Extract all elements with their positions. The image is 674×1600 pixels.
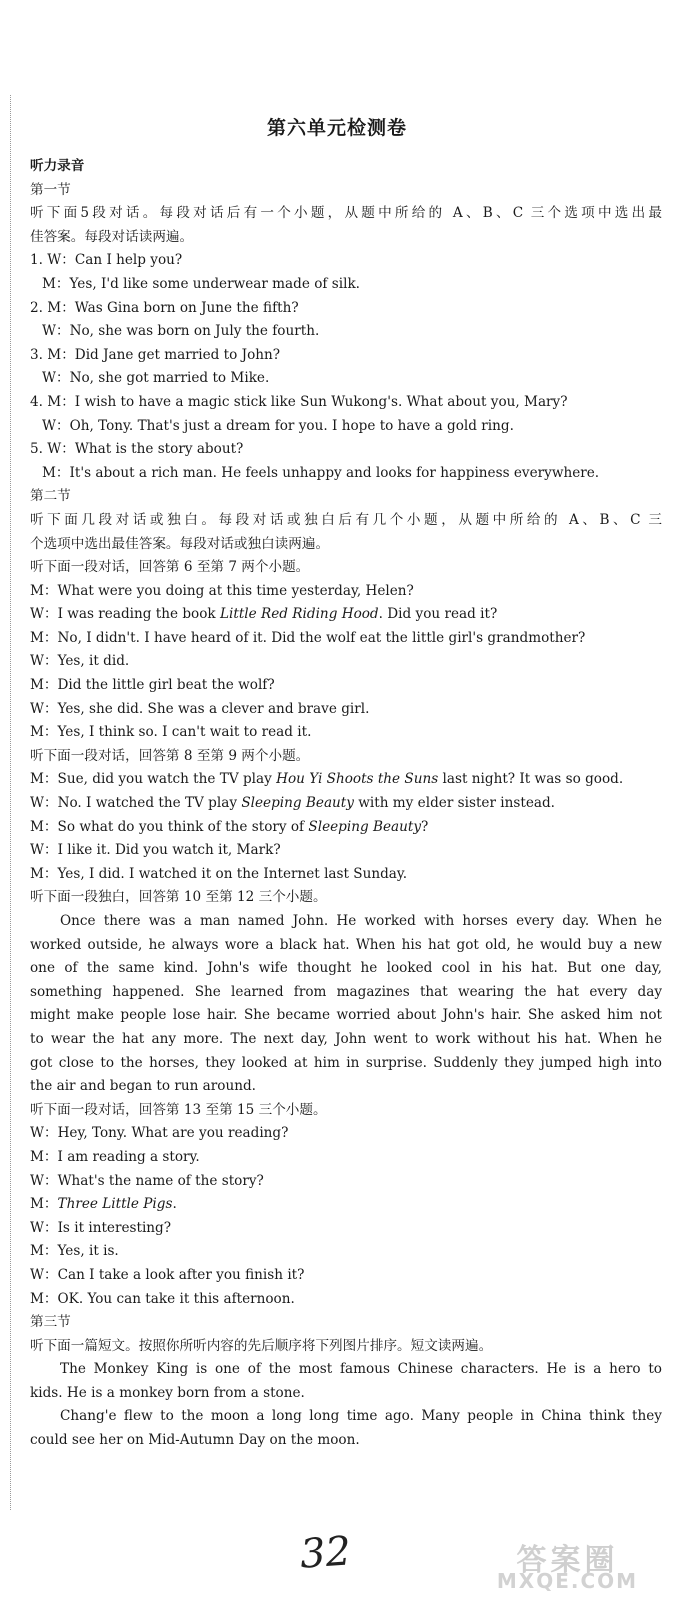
text-line: W：Yes, she did. She was a clever and brave girl. xyxy=(30,700,370,717)
text-line: 2. M：Was Gina born on June the fifth? xyxy=(30,299,299,316)
text-line: M：Yes, it is. xyxy=(30,1243,119,1260)
text-line: kids. He is a monkey born from a stone. xyxy=(30,1384,305,1401)
text-line: 5. W：What is the story about? xyxy=(30,441,244,458)
page-number: 32 xyxy=(298,1528,353,1578)
text-line xyxy=(30,816,662,840)
title-italic: Sleeping Beauty xyxy=(308,818,422,835)
text-line: 4. M：I wish to have a magic stick like Sun Wukong's. What about you, Mary? xyxy=(30,393,568,410)
text-line: W：Is it interesting? xyxy=(30,1219,172,1236)
text-line: 听下面几段对话或独白。每段对话或独白后有几个小题，从题中所给的 A、B、C 三 xyxy=(30,511,662,528)
text-line: M：No, I didn't. I have heard of it. Did the wolf eat the little girl's grandmother? xyxy=(30,629,586,646)
title-italic: Three Little Pigs xyxy=(57,1196,173,1213)
text-line: 第二节 xyxy=(30,488,71,505)
text-line: 佳答案。每段对话读两遍。 xyxy=(30,228,194,245)
text-line: something happened. She learned from magazines that wearing the hat every day xyxy=(30,983,662,1000)
watermark xyxy=(470,1535,665,1595)
text-line: to wear the hat any more. The next day, John went to work without his hat. When he xyxy=(30,1030,662,1047)
text-segment: with my elder sister instead. xyxy=(353,795,555,812)
title-italic: Hou Yi Shoots the Suns xyxy=(276,771,439,788)
text-line: 听下面一段对话，回答第 13 至第 15 三个小题。 xyxy=(30,1101,327,1118)
text-line: worked outside, he always wore a black hat. When his hat got old, he would buy a new xyxy=(30,936,662,953)
text-segment: ? xyxy=(421,818,429,835)
text-line xyxy=(30,603,662,627)
text-line: 听力录音 xyxy=(30,158,85,174)
text-segment: W：I was reading the book xyxy=(30,606,220,623)
text-line: could see her on Mid-Autumn Day on the moon. xyxy=(30,1432,360,1449)
text-line xyxy=(30,1193,662,1217)
text-line: 听下面一篇短文。按照你所听内容的先后顺序将下列图片排序。短文读两遍。 xyxy=(30,1337,493,1354)
text-line: W：No, she got married to Mike. xyxy=(42,370,270,387)
text-line: M：Did the little girl beat the wolf? xyxy=(30,677,275,694)
text-line: W：Hey, Tony. What are you reading? xyxy=(30,1125,289,1142)
document-body xyxy=(30,155,662,1453)
text-segment: M：Sue, did you watch the TV play xyxy=(30,771,277,788)
text-line: got close to the horses, they looked at him in surprise. Suddenly they jumped high into xyxy=(30,1054,662,1071)
watermark-en: MXQE.COM xyxy=(496,1569,639,1593)
text-line: M：It's about a rich man. He feels unhappy and looks for happiness everywhere. xyxy=(42,464,600,481)
text-line: M：I am reading a story. xyxy=(30,1148,200,1165)
text-line: 第一节 xyxy=(30,181,71,198)
text-line: 听下面一段独白，回答第 10 至第 12 三个小题。 xyxy=(30,889,327,906)
text-line: 听下面一段对话，回答第 8 至第 9 两个小题。 xyxy=(30,747,310,764)
text-line xyxy=(30,792,662,816)
watermark-cn: 答案圈 xyxy=(516,1543,619,1578)
text-line: might make people lose hair. She became worried about John's hair. She asked him not xyxy=(30,1007,662,1024)
text-line: M：Yes, I did. I watched it on the Internet last Sunday. xyxy=(30,865,408,882)
binding-margin-line xyxy=(10,95,11,1510)
text-line: W：No, she was born on July the fourth. xyxy=(42,323,320,340)
text-line: Chang'e flew to the moon a long long time ago. Many people in China think they xyxy=(60,1408,662,1425)
text-line: W：Oh, Tony. That's just a dream for you. I hope to have a gold ring. xyxy=(42,417,514,434)
text-segment: M： xyxy=(30,1196,58,1213)
text-line: M：Yes, I think so. I can't wait to read it. xyxy=(30,724,312,741)
text-line: The Monkey King is one of the most famous Chinese characters. He is a hero to xyxy=(60,1361,662,1378)
text-segment: . Did you read it? xyxy=(378,606,498,623)
text-line: Once there was a man named John. He worked with horses every day. When he xyxy=(60,913,662,929)
text-line: 听下面一段对话，回答第 6 至第 7 两个小题。 xyxy=(30,559,310,576)
text-segment: W：No. I watched the TV play xyxy=(30,795,242,812)
text-line: 第三节 xyxy=(30,1314,71,1331)
text-line: W：Can I take a look after you finish it? xyxy=(30,1266,305,1283)
text-line: M：OK. You can take it this afternoon. xyxy=(30,1290,295,1307)
text-line: M：What were you doing at this time yesterday, Helen? xyxy=(30,582,414,599)
text-line: W：Yes, it did. xyxy=(30,653,130,670)
text-line: W：I like it. Did you watch it, Mark? xyxy=(30,842,281,859)
text-segment: M：So what do you think of the story of xyxy=(30,818,309,835)
title-italic: Sleeping Beauty xyxy=(241,795,354,812)
text-line xyxy=(30,768,662,792)
text-segment: last night? It was so good. xyxy=(438,771,624,788)
title-italic: Little Red Riding Hood xyxy=(219,606,379,623)
text-line: the air and began to run around. xyxy=(30,1078,256,1095)
text-line: one of the same kind. John's wife thought he looked cool in his hat. But one day, xyxy=(30,960,662,977)
text-line: 听下面5段对话。每段对话后有一个小题，从题中所给的 A、B、C 三个选项中选出最 xyxy=(30,205,662,222)
text-line: W：What's the name of the story? xyxy=(30,1172,264,1189)
text-line: 1. W：Can I help you? xyxy=(30,252,183,269)
text-line: 个选项中选出最佳答案。每段对话或独白读两遍。 xyxy=(30,535,330,552)
text-line: 3. M：Did Jane get married to John? xyxy=(30,346,281,363)
text-segment: . xyxy=(172,1196,177,1213)
text-line: M：Yes, I'd like some underwear made of silk. xyxy=(42,275,360,292)
page-title: 第六单元检测卷 xyxy=(266,117,407,139)
